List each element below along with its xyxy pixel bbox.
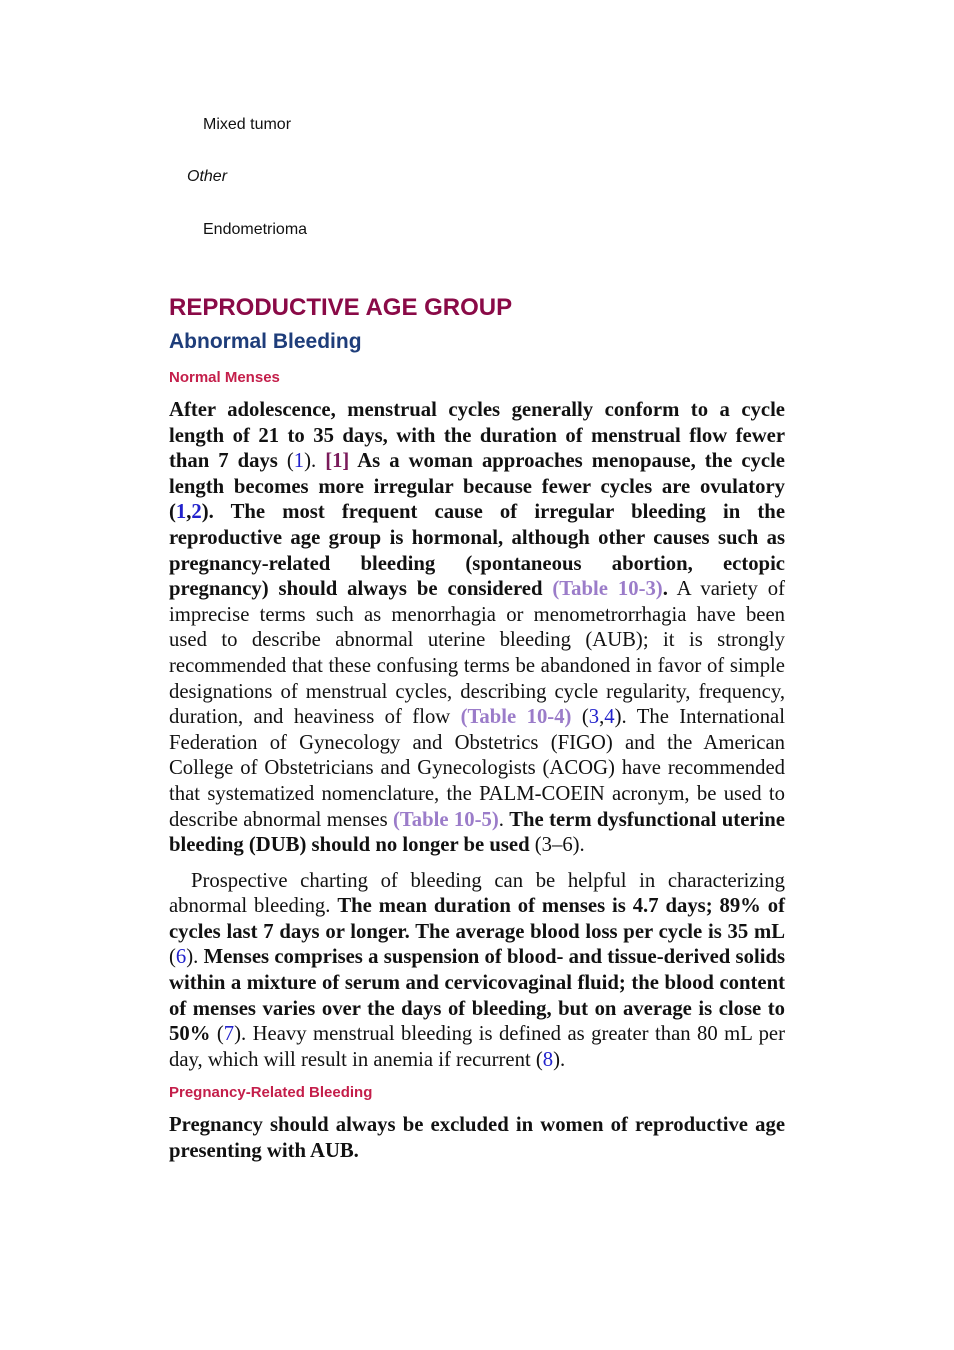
text-span: ).: [553, 1048, 566, 1071]
text-span: The mean duration of menses is 4.7 days; 89% of cycles last 7 days or longer. The average blood loss per cycle is 35 mL: [169, 895, 786, 943]
text-span: .: [662, 578, 668, 601]
heading-pregnancy-related-bleeding: Pregnancy-Related Bleeding: [169, 1084, 373, 1102]
text-span: (: [210, 1023, 224, 1046]
text-span: Prospective charting of bleeding can be helpful in characterizing abnormal bleeding.: [169, 869, 785, 918]
text-span: Pregnancy should always be excluded in women of reproductive age presenting with AUB.: [169, 1114, 785, 1163]
text-span: ).: [186, 946, 204, 969]
reference-link[interactable]: 7: [223, 1023, 235, 1046]
text-span: As a woman approaches menopause, the cycle length becomes more irregular because fewer cycles are ovulatory (: [169, 450, 785, 524]
text-span: ,: [599, 706, 605, 729]
text-span: (: [277, 450, 294, 473]
reference-link[interactable]: 4: [604, 706, 615, 729]
text-span: ,: [186, 501, 192, 524]
note-link[interactable]: [1]: [325, 450, 350, 473]
text-span: ). The most frequent cause of irregular bleeding in the reproductive age group is hormonal, although other causes such as pregnancy-related bleeding (spontaneous abortion, ectopic pregnancy) should always be considered: [169, 501, 785, 601]
text-span: (3–6).: [529, 834, 585, 857]
list-item-endometrioma: Endometrioma: [203, 221, 308, 238]
section-title: REPRODUCTIVE AGE GROUP: [169, 294, 513, 321]
heading-normal-menses: Normal Menses: [169, 369, 280, 386]
list-item-other: Other: [187, 168, 228, 185]
text-span: .: [498, 808, 510, 831]
reference-link[interactable]: 2: [191, 501, 202, 524]
text-span: A variety of imprecise terms such as menorrhagia or menometrorrhagia have been used to describe abnormal uterine bleeding (AUB); it is strongly recommended that these confusing terms be abandoned in favor of simple designations of menstrual cycles, describing cycle regularity, frequency, duration, and heaviness of flow: [169, 578, 785, 729]
text-span: ).: [304, 450, 326, 473]
reference-link[interactable]: 1: [175, 501, 187, 524]
list-item-mixed-tumor: Mixed tumor: [203, 116, 292, 133]
paragraph-menses-duration: [169, 869, 785, 1074]
text-span: ). Heavy menstrual bleeding is defined as greater than 80 mL per day, which will result in anemia if recurrent (: [169, 1023, 785, 1071]
text-span: (: [571, 706, 589, 729]
subsection-title: Abnormal Bleeding: [169, 330, 362, 353]
reference-link[interactable]: 6: [175, 946, 187, 969]
table-link[interactable]: (Table 10-3): [552, 578, 663, 601]
table-link[interactable]: (Table 10-4): [460, 706, 572, 729]
reference-link[interactable]: 1: [293, 450, 305, 473]
text-span: After adolescence, menstrual cycles generally conform to a cycle length of 21 to 35 days, with the duration of menstrual flow fewer than 7 days: [169, 399, 785, 473]
text-span: ). The International Federation of Gynecology and Obstetrics (FIGO) and the American College of Obstetricians and Gynecologists (ACOG) have recommended that systematized nomenclature, the PALM-COEIN acronym, be used to describe abnormal menses: [169, 706, 785, 831]
paragraph-pregnancy: [169, 1113, 785, 1164]
reference-link[interactable]: 8: [542, 1048, 554, 1071]
main-content: [169, 292, 785, 1165]
text-span: (: [169, 946, 176, 969]
paragraph-normal-menses: [169, 398, 785, 859]
table-link[interactable]: (Table 10-5): [392, 808, 499, 831]
reference-link[interactable]: 3: [588, 706, 600, 729]
text-span: Menses comprises a suspension of blood- and tissue-derived solids within a mixture of serum and cervicovaginal fluid; the blood content of menses varies over the days of bleeding, but on average is close to 50%: [169, 946, 785, 1046]
text-span: The term dysfunctional uterine bleeding (DUB) should no longer be used: [169, 808, 785, 857]
